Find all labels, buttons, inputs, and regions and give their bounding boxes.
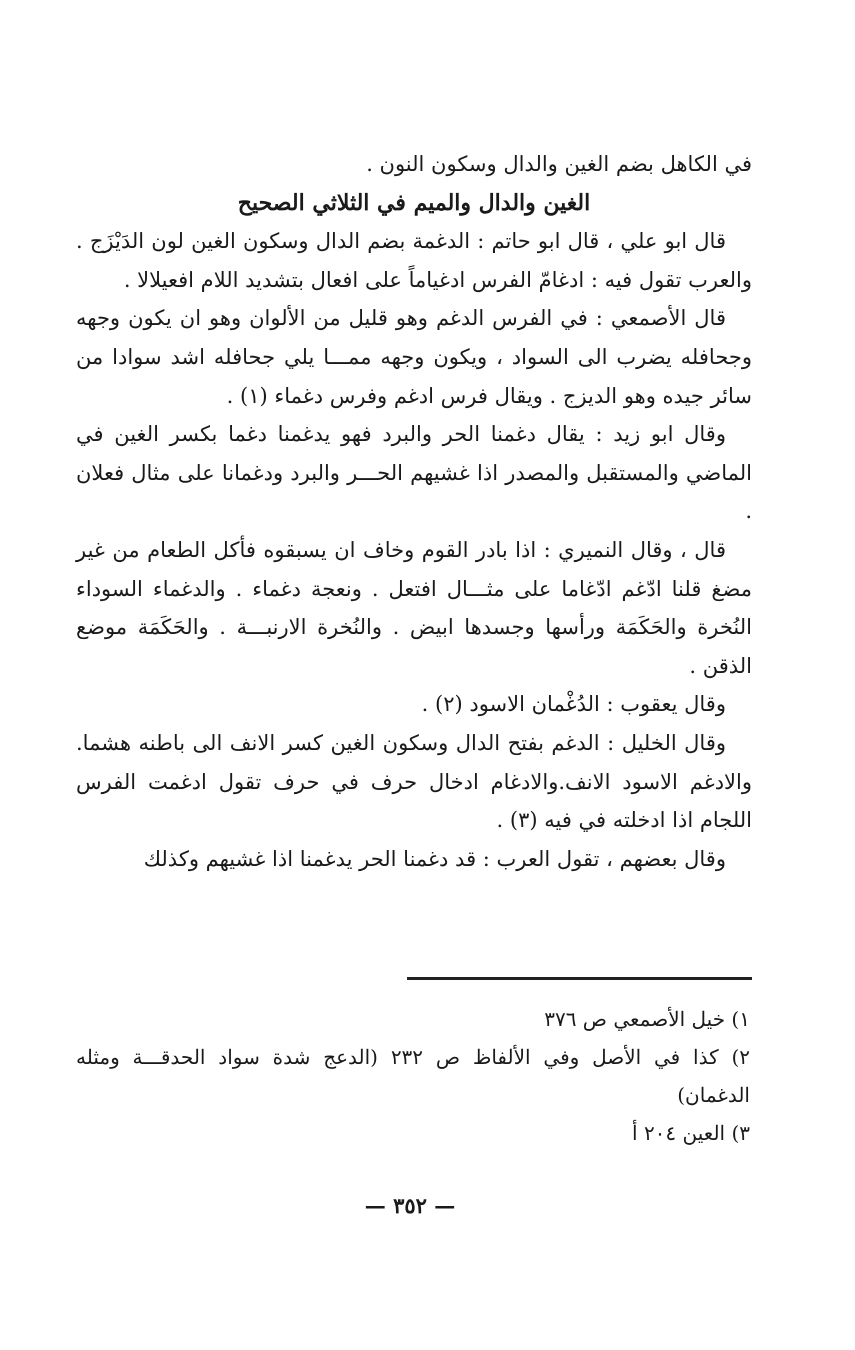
paragraph: قال ، وقال النميري : اذا بادر القوم وخاف ان يسبقوه فأكل الطعام من غير مضغ قلنا ادّغم ادّغاما على مثـــال افتعل . ونعجة دغماء . والدغماء السوداء النُخرة والحَكَمَة ورأسها وجسدها ابيض . والنُخرة الارنبـــة . والحَكَمَة موضع الذقن . bbox=[76, 537, 752, 678]
page-number: — ٣٥٢ — bbox=[364, 1193, 456, 1218]
paragraph: وقال يعقوب : الدُغْمان الاسود (٢) . bbox=[421, 692, 726, 717]
paragraph: وقال ابو زيد : يقال دغمنا الحر والبرد فهو يدغمنا دغما بكسر الغين في الماضي والمستقبل والمصدر اذا غشيهم الحـــر والبرد ودغمانا على مثال فعلان . bbox=[76, 422, 752, 524]
footnote-divider bbox=[407, 977, 752, 980]
footnote: ٣) العين ٢٠٤ أ bbox=[632, 1121, 750, 1145]
footnotes bbox=[76, 1000, 752, 1152]
footnote: ١) خيل الأصمعي ص ٣٧٦ bbox=[544, 1007, 750, 1031]
paragraph: في الكاهل بضم الغين والدال وسكون النون . bbox=[366, 152, 752, 176]
paragraph: وقال الخليل : الدغم بفتح الدال وسكون الغين كسر الانف الى باطنه هشما. والادغم الاسود الانف.والادغام ادخال حرف في حرف تقول ادغمت الفرس اللجام اذا ادخلته في فيه (٣) . bbox=[76, 730, 752, 833]
main-text bbox=[76, 145, 752, 878]
footnote: ٢) كذا في الأصل وفي الألفاظ ص ٢٣٢ (الدعج شدة سواد الحدقـــة ومثله الدغمان) bbox=[76, 1045, 750, 1107]
paragraph: وقال بعضهم ، تقول العرب : قد دغمنا الحر يدغمنا اذا غشيهم وكذلك bbox=[143, 846, 726, 871]
section-heading: الغين والدال والميم في الثلاثي الصحيح bbox=[237, 189, 591, 216]
paragraph: قال الأصمعي : في الفرس الدغم وهو قليل من الألوان وهو ان يكون وجهه وجحافله يضرب الى السواد ، ويكون وجهه ممـــا يلي جحافله اشد سوادا من سائر جيده وهو الديزج . ويقال فرس ادغم وفرس دغماء (١) . bbox=[76, 306, 752, 408]
paragraph: قال ابو علي ، قال ابو حاتم : الدغمة بضم الدال وسكون الغين لون الدَيْزَج . والعرب تقول فيه : ادغامّ الفرس ادغياماً على افعال بتشديد اللام افعيلالا . bbox=[76, 229, 752, 292]
